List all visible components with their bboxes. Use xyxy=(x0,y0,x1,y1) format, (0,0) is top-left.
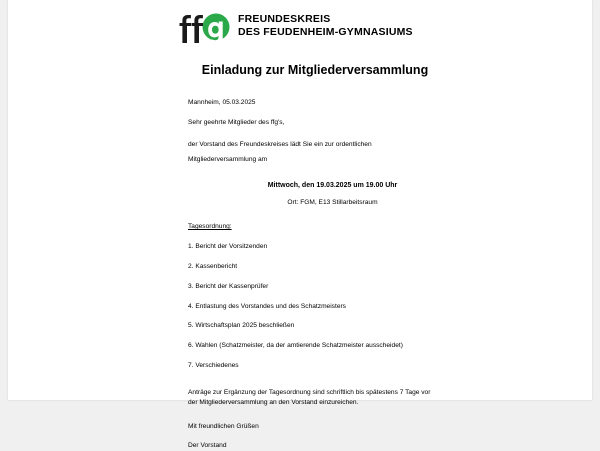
intro-line-2: Mitgliederversammlung am xyxy=(188,155,268,163)
agenda-item: 4. Entlastung des Vorstandes und des Schatzmeisters xyxy=(188,302,346,310)
greeting: Mit freundlichen Grüßen xyxy=(188,422,259,430)
meeting-location: Ort: FGM, E13 Stillarbeitsraum xyxy=(287,199,378,207)
agenda-item: 2. Kassenbericht xyxy=(188,262,238,270)
document-header xyxy=(8,0,592,46)
closing-line-1: Anträge zur Ergänzung der Tagesordnung sind schriftlich bis spätestens 7 Tage vor xyxy=(188,389,431,397)
organization-line-1: FREUNDESKREIS xyxy=(238,12,331,25)
agenda-item: 5. Wirtschaftsplan 2025 beschließen xyxy=(188,322,295,330)
place-and-date: Mannheim, 05.03.2025 xyxy=(188,99,256,106)
closing-line-2: der Mitgliederversammlung an den Vorstand einzureichen. xyxy=(188,399,359,407)
intro-line-1: der Vorstand des Freundeskreises lädt Sie ein zur ordentlichen xyxy=(188,140,372,148)
agenda-item: 7. Verschiedenes xyxy=(188,362,239,370)
document-body xyxy=(8,119,592,451)
document-title: Einladung zur Mitgliederversammlung xyxy=(201,63,429,77)
ffg-logo-icon xyxy=(178,6,230,46)
salutation: Sehr geehrte Mitglieder des ffg's, xyxy=(188,119,285,126)
agenda-item: 3. Bericht der Kassenprüfer xyxy=(188,282,269,290)
organization-name xyxy=(238,13,413,40)
document-page xyxy=(8,0,592,450)
agenda-item: 1. Bericht der Vorsitzenden xyxy=(188,242,268,250)
signature: Der Vorstand xyxy=(188,442,227,450)
document-content xyxy=(8,0,592,451)
organization-line-2: DES FEUDENHEIM-GYMNASIUMS xyxy=(238,26,413,38)
meeting-datetime: Mittwoch, den 19.03.2025 um 19.00 Uhr xyxy=(267,181,398,189)
agenda-item: 6. Wahlen (Schatzmeister, da der amtierende Schatzmeister ausscheidet) xyxy=(188,342,403,350)
agenda-heading: Tagesordnung: xyxy=(188,223,232,230)
